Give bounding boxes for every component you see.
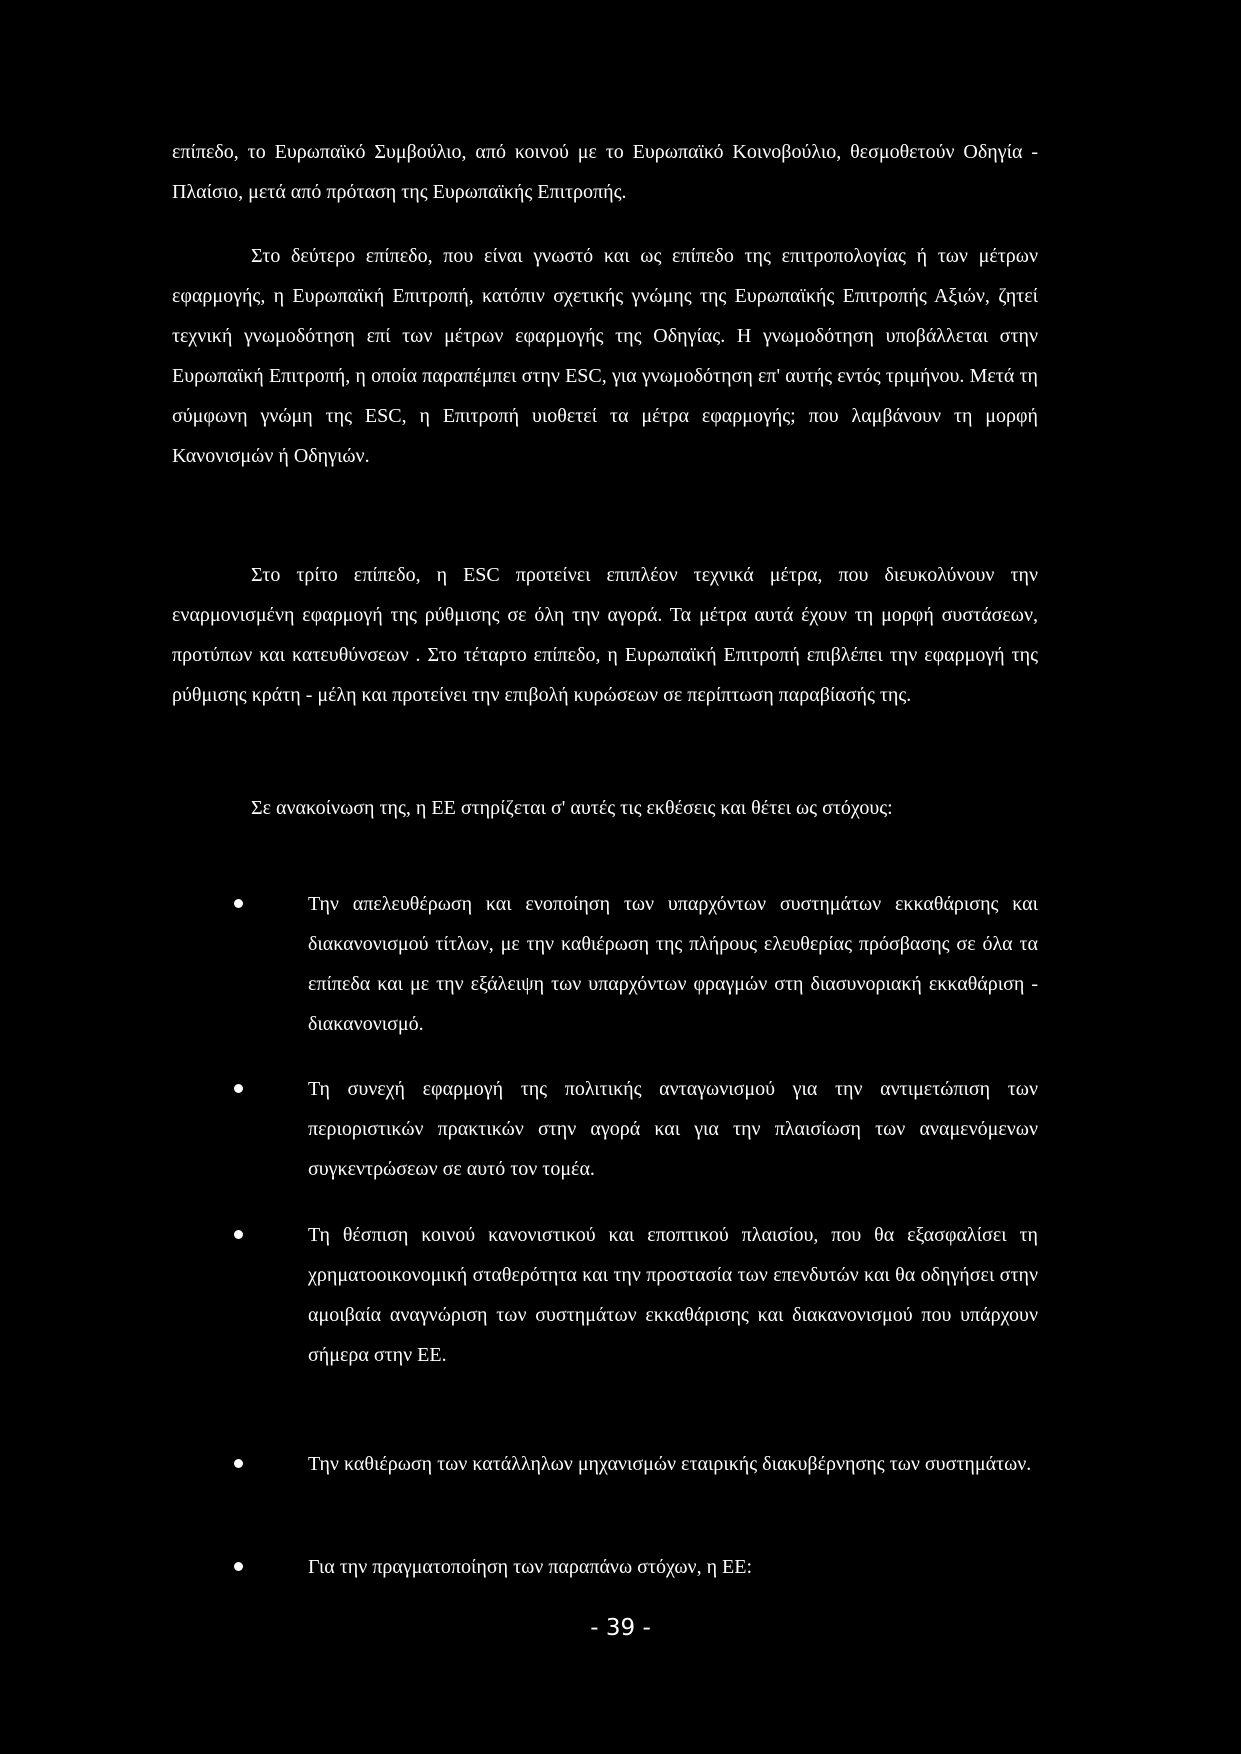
bullet-dot-icon — [234, 1459, 243, 1468]
bullet-item-text: Τη θέσπιση κοινού κανονιστικού και εποπτικού πλαισίου, που θα εξασφαλίσει τη χρηματοοικονομική σταθερότητα και την προστασία των επενδυτών και θα οδηγήσει στην αμοιβαία αναγνώριση των συστημάτων εκκαθάρισης και διακανονισμού που υπάρχουν σήμερα στην ΕΕ. — [308, 1224, 1038, 1366]
bullet-item-text: Τη συνεχή εφαρμογή της πολιτικής ανταγωνισμού για την αντιμετώπιση των περιοριστικών πρακτικών στην αγορά και για την πλαισίωση των αναμενόμενων συγκεντρώσεων σε αυτό τον τομέα. — [308, 1078, 1038, 1180]
bullet-dot-icon — [234, 1562, 243, 1571]
paragraph-third-fourth-level: Στο τρίτο επίπεδο, η ESC προτείνει επιπλέον τεχνικά μέτρα, που διευκολύνουν την εναρμονισμένη εφαρμογή της ρύθμισης σε όλη την αγορά. Τα μέτρα αυτά έχουν τη μορφή συστάσεων, προτύπων και κατευθύνσεων . Στο τέταρτο επίπεδο, η Ευρωπαϊκή Επιτροπή επιβλέπει την εφαρμογή της ρύθμισης κράτη - μέλη και προτείνει την επιβολή κυρώσεων σε περίπτωση παραβίασής της. — [172, 564, 1038, 706]
paragraph-continuation: επίπεδο, το Ευρωπαϊκό Συμβούλιο, από κοινού με το Ευρωπαϊκό Κοινοβούλιο, θεσμοθετούν Οδηγία - Πλαίσιο, μετά από πρόταση της Ευρωπαϊκής Επιτροπής. — [172, 141, 1038, 203]
bullet-dot-icon — [234, 1230, 243, 1239]
paragraph-second-level: Στο δεύτερο επίπεδο, που είναι γνωστό και ως επίπεδο της επιτροπολογίας ή των μέτρων εφαρμογής, η Ευρωπαϊκή Επιτροπή, κατόπιν σχετικής γνώμης της Ευρωπαϊκής Επιτροπής Αξιών, ζητεί τεχνική γνωμοδότηση επί των μέτρων εφαρμογής της Οδηγίας. Η γνωμοδότηση υποβάλλεται στην Ευρωπαϊκή Επιτροπή, η οποία παραπέμπει στην ESC, για γνωμοδότηση επ' αυτής εντός τριμήνου. Μετά τη σύμφωνη γνώμη της ESC, η Επιτροπή υιοθετεί τα μέτρα εφαρμογής; που λαμβάνουν τη μορφή Κανονισμών ή Οδηγιών. — [172, 245, 1038, 467]
bullet-item-text: Την καθιέρωση των κατάλληλων μηχανισμών εταιρικής διακυβέρνησης των συστημάτων. — [308, 1453, 1032, 1475]
bullet-item-text: Για την πραγματοποίηση των παραπάνω στόχων, η ΕΕ: — [308, 1556, 753, 1578]
page-number: - 39 - — [590, 1615, 651, 1641]
bullet-item-text: Την απελευθέρωση και ενοποίηση των υπαρχόντων συστημάτων εκκαθάρισης και διακανονισμού τίτλων, με την καθιέρωση της πλήρους ελευθερίας πρόσβασης σε όλα τα επίπεδα και με την εξάλειψη των υπαρχόντων φραγμών στη διασυνοριακή εκκαθάριση - διακανονισμό. — [308, 893, 1038, 1035]
paragraph-goals-intro: Σε ανακοίνωση της, η ΕΕ στηρίζεται σ' αυτές τις εκθέσεις και θέτει ως στόχους: — [251, 797, 893, 819]
bullet-dot-icon — [234, 899, 243, 908]
bullet-dot-icon — [234, 1084, 243, 1093]
